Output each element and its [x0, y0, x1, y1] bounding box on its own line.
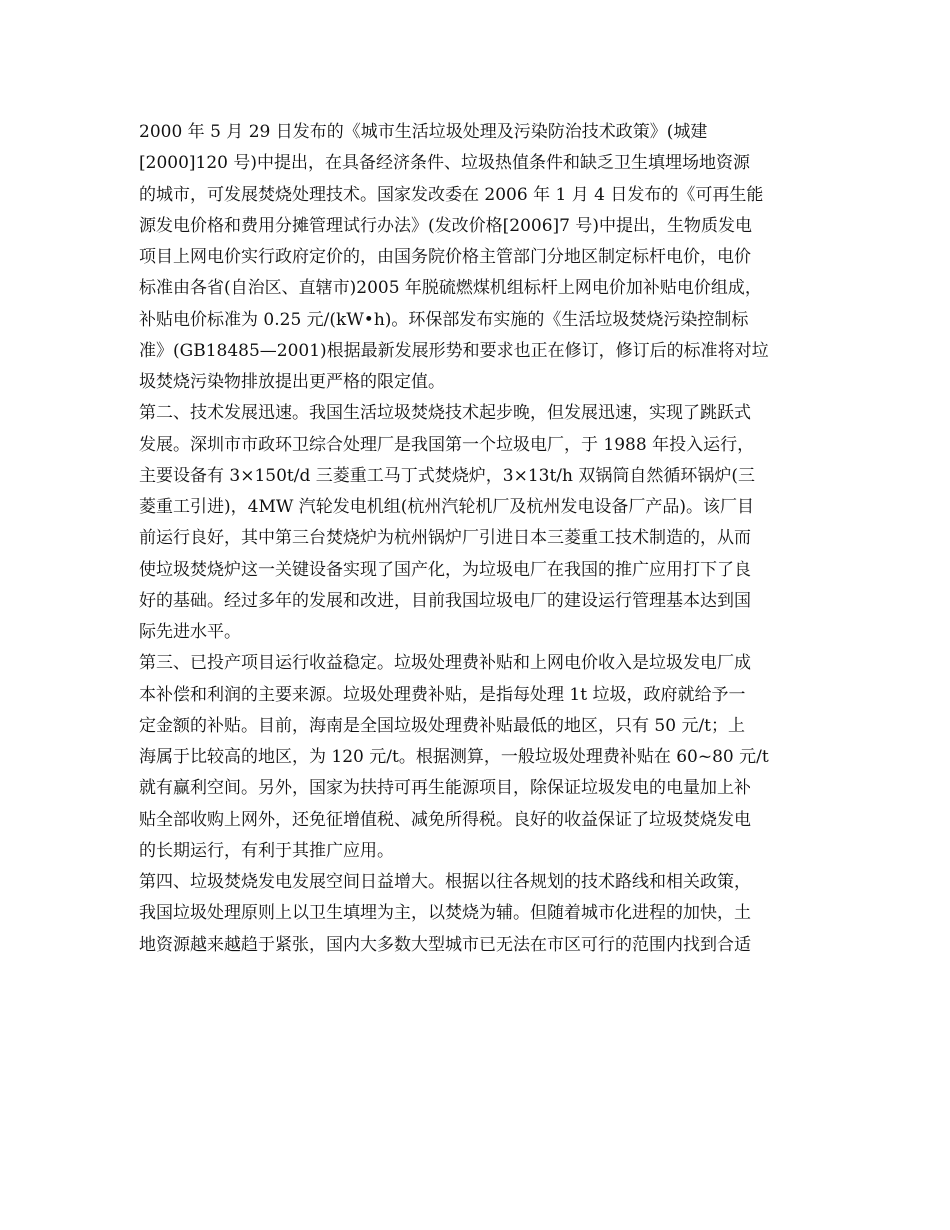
text-line: 贴全部收购上网外，还免征增值税、减免所得税。良好的收益保证了垃圾焚烧发电: [139, 809, 751, 830]
text-line: 标准由各省(自治区、直辖市)2005 年脱硫燃煤机组标杆上网电价加补贴电价组成，: [139, 278, 762, 299]
text-line: 前运行良好，其中第三台焚烧炉为杭州锅炉厂引进日本三菱重工技术制造的，从而: [139, 528, 751, 549]
body-text: [139, 117, 829, 961]
text-line: 海属于比较高的地区，为 120 元/t。根据测算，一般垃圾处理费补贴在 60~80 元/t: [139, 747, 769, 767]
text-line: 本补偿和利润的主要来源。垃圾处理费补贴，是指每处理 1t 垃圾，政府就给予一: [139, 684, 746, 705]
text-line: [2000]120 号)中提出，在具备经济条件、垃圾热值条件和缺乏卫生填埋场地资源: [139, 153, 751, 174]
text-line: 菱重工引进)，4MW 汽轮发电机组(杭州汽轮机厂及杭州发电设备厂产品)。该厂目: [139, 497, 754, 517]
text-line: 源发电价格和费用分摊管理试行办法》(发改价格[2006]7 号)中提出，生物质发电: [139, 215, 753, 236]
text-line: 第三、已投产项目运行收益稳定。垃圾处理费补贴和上网电价收入是垃圾发电厂成: [139, 653, 751, 674]
text-line: 准》(GB18485—2001)根据最新发展形势和要求也正在修订，修订后的标准将对垃: [139, 340, 769, 361]
text-line: 好的基础。经过多年的发展和改进，目前我国垃圾电厂的建设运行管理基本达到国: [139, 590, 751, 611]
text-line: 的长期运行，有利于其推广应用。: [139, 840, 394, 861]
text-line: 定金额的补贴。目前，海南是全国垃圾处理费补贴最低的地区，只有 50 元/t；上: [139, 715, 745, 736]
text-line: 的城市，可发展焚烧处理技术。国家发改委在 2006 年 1 月 4 日发布的《可再生能: [139, 184, 764, 205]
text-line: 2000 年 5 月 29 日发布的《城市生活垃圾处理及污染防治技术政策》(城建: [139, 122, 708, 142]
text-line: 第四、垃圾焚烧发电发展空间日益增大。根据以往各规划的技术路线和相关政策，: [139, 872, 751, 892]
text-line: 主要设备有 3×150t/d 三菱重工马丁式焚烧炉，3×13t/h 双锅筒自然循环锅炉(三: [139, 465, 755, 486]
text-line: 补贴电价标准为 0.25 元/(kW•h)。环保部发布实施的《生活垃圾焚烧污染控制标: [139, 309, 749, 330]
text-line: 圾焚烧污染物排放提出更严格的限定值。: [139, 372, 445, 392]
text-line: 第二、技术发展迅速。我国生活垃圾焚烧技术起步晚，但发展迅速，实现了跳跃式: [139, 403, 751, 424]
text-line: 地资源越来越趋于紧张，国内大多数大型城市已无法在市区可行的范围内找到合适: [139, 934, 751, 955]
text-line: 我国垃圾处理原则上以卫生填埋为主，以焚烧为辅。但随着城市化进程的加快，土: [139, 903, 751, 924]
text-line: 使垃圾焚烧炉这一关键设备实现了国产化，为垃圾电厂在我国的推广应用打下了良: [139, 559, 751, 580]
text-line: 就有赢利空间。另外，国家为扶持可再生能源项目，除保证垃圾发电的电量加上补: [139, 778, 751, 799]
text-line: 项目上网电价实行政府定价的，由国务院价格主管部门分地区制定标杆电价，电价: [139, 247, 751, 267]
text-line: 际先进水平。: [139, 622, 241, 642]
text-line: 发展。深圳市市政环卫综合处理厂是我国第一个垃圾电厂，于 1988 年投入运行，: [139, 434, 755, 455]
